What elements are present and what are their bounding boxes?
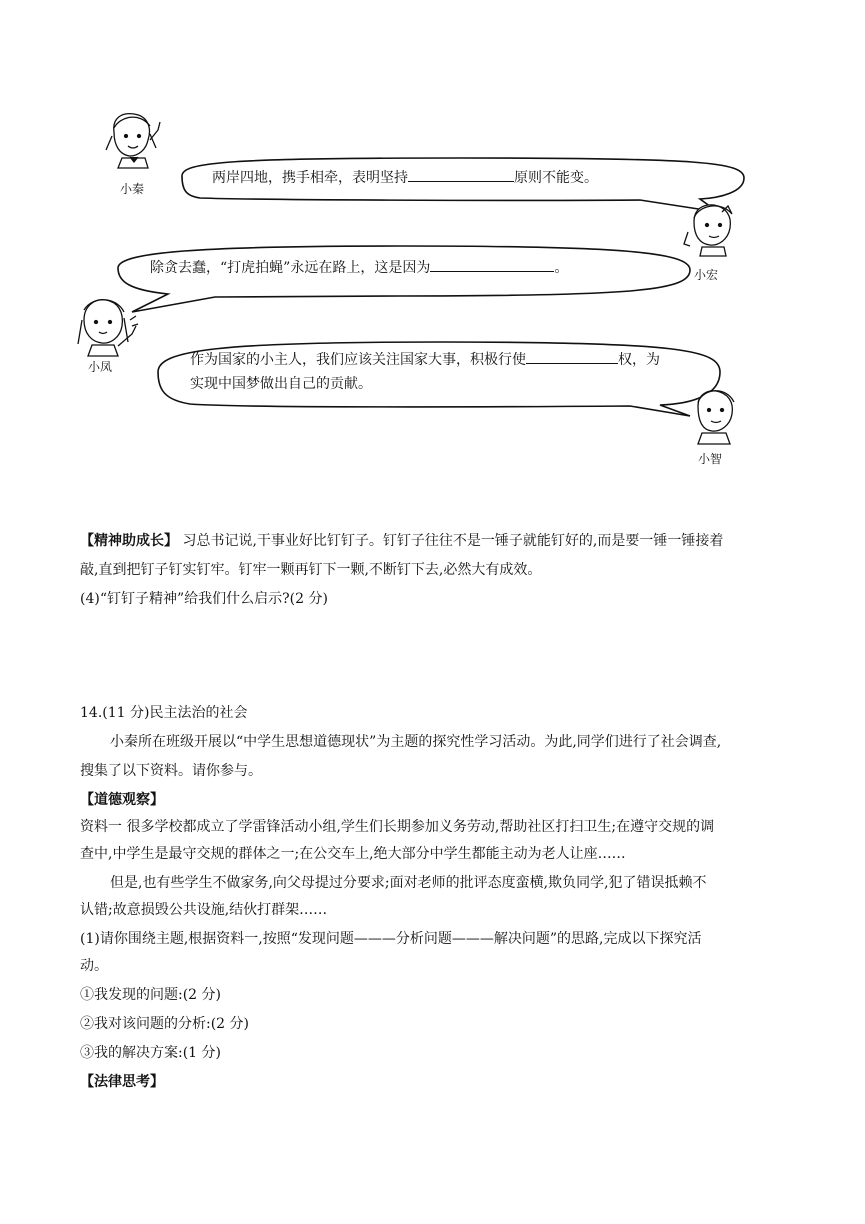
sub-question-3: ③我的解决方案:(1 分) (80, 1045, 221, 1061)
spirit-paragraph (80, 531, 723, 551)
q14-title: 14.(11 分)民主法治的社会 (80, 705, 248, 721)
law-thinking-heading: 【法律思考】 (80, 1074, 164, 1090)
material-contrast-line2: 认错;故意损毁公共设施,结伙打群架…… (80, 902, 328, 918)
xiaohong-text-before: 除贪去蠢，“打虎拍蝇”永远在路上，这是因为 (150, 260, 431, 276)
spirit-line2: 敲,直到把钉子钉实钉牢。钉牢一颗再钉下一颗,不断钉下去,必然大有成效。 (80, 562, 542, 578)
xiaohong-text-after: 。 (554, 260, 569, 276)
spirit-line1: 习总书记说,干事业好比钉钉子。钉钉子往往不是一锤子就能钉好的,而是要一锤一锤接着 (178, 533, 724, 549)
sub-question-2: ②我对该问题的分析:(2 分) (80, 1016, 249, 1032)
material1-line1: 资料一 很多学校都成立了学雷锋活动小组,学生们长期参加义务劳动,帮助社区打扫卫生;在遵守交规的调 (80, 819, 715, 835)
answer-blank-3[interactable] (526, 348, 618, 364)
xiaozhi-line2: 实现中国梦做出自己的贡献。 (190, 376, 372, 392)
answer-blank-2[interactable] (430, 256, 554, 272)
q14-intro-line1: 小秦所在班级开展以“中学生思想道德现状”为主题的探究性学习活动。为此,同学们进行了社会调查, (110, 734, 722, 750)
spirit-heading: 【精神助成长】 (80, 533, 178, 549)
material1-line2: 查中,中学生是最守交规的群体之一;在公交车上,绝大部分中学生都能主动为老人让座…… (80, 846, 626, 862)
name-xiaohong: 小宏 (694, 268, 719, 282)
xiaoqin-text-after: 原则不能变。 (514, 170, 598, 186)
material-contrast-line1: 但是,也有些学生不做家务,向父母提过分要求;面对老师的批评态度蛮横,欺负同学,犯了错误抵赖不 (110, 875, 707, 891)
xiaozhi-line1-before: 作为国家的小主人，我们应该关注国家大事，积极行使 (190, 352, 526, 368)
answer-blank-1[interactable] (408, 166, 514, 182)
question-1-line1: (1)请你围绕主题,根据资料一,按照“发现问题———分析问题———解决问题”的思路,完成以下探究活 (80, 931, 702, 947)
xiaoqin-figure-icon (106, 114, 160, 168)
xiaozhi-figure-icon (698, 391, 734, 444)
xiaozhi-line1-after: 权，为 (618, 352, 660, 368)
bubble-text-xiaohong (150, 256, 568, 280)
xiaofeng-figure-icon (78, 300, 138, 356)
bubble-text-xiaozhi (190, 348, 660, 396)
moral-observation-heading: 【道德观察】 (80, 792, 164, 808)
xiaohong-figure-icon (684, 205, 732, 256)
question-4: (4)“钉钉子精神”给我们什么启示?(2 分) (80, 591, 328, 607)
question-1-line2: 动。 (80, 958, 108, 974)
name-xiaoqin: 小秦 (120, 182, 145, 196)
bubble-text-xiaoqin (212, 166, 598, 190)
sub-question-1: ①我发现的问题:(2 分) (80, 987, 221, 1003)
name-xiaofeng: 小凤 (88, 360, 113, 374)
xiaoqin-text-before: 两岸四地，携手相牵，表明坚持 (212, 170, 408, 186)
q14-intro-line2: 搜集了以下资料。请你参与。 (80, 763, 262, 779)
name-xiaozhi: 小智 (698, 452, 723, 466)
